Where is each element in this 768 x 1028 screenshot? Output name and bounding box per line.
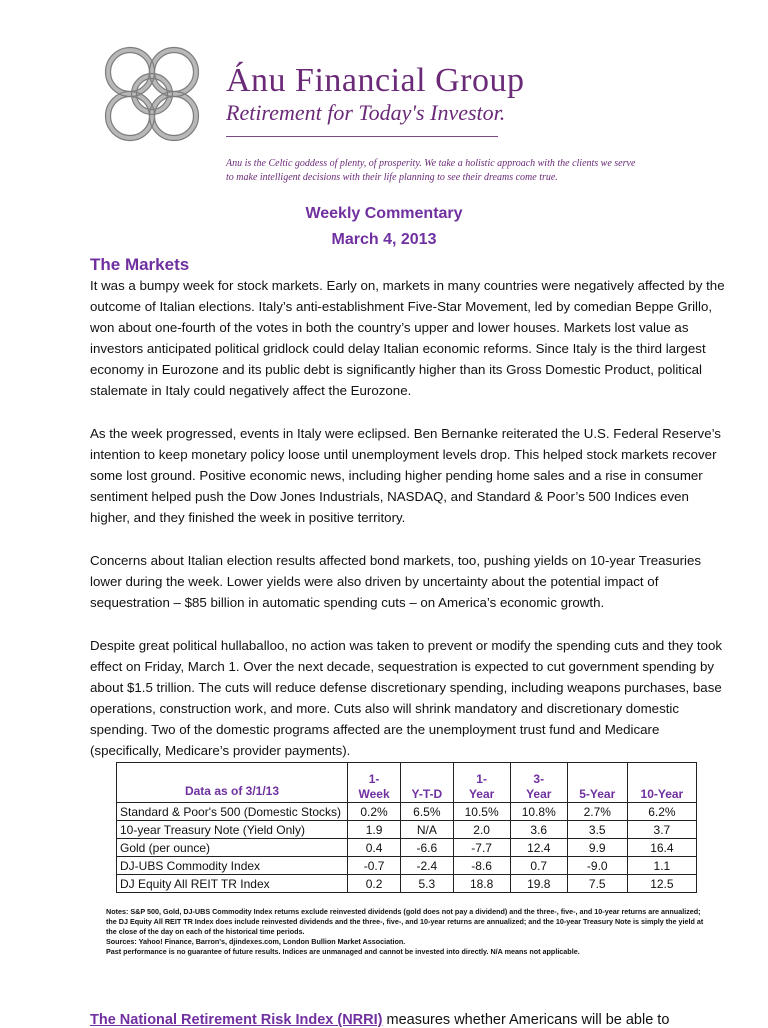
cell-10-year: 16.4 (627, 839, 696, 857)
table-row (117, 803, 697, 821)
notes-disclaimer: Past performance is no guarantee of future results. Indices are unmanaged and cannot be invested into directly. N/A means not applicable. (106, 947, 580, 956)
header-1-year: 1- Year (453, 763, 510, 803)
cell-10-year: 12.5 (627, 875, 696, 893)
cell-ytd: 6.5% (401, 803, 453, 821)
mission-line-2: to make intelligent decisions with their life planning to see their dreams come true. (226, 172, 558, 183)
header-5-year: 5-Year (567, 763, 627, 803)
cell-ytd: -2.4 (401, 857, 453, 875)
cell-ytd: 5.3 (401, 875, 453, 893)
nrri-paragraph-start (90, 1012, 669, 1028)
table-row (117, 875, 697, 893)
cell-ytd: -6.6 (401, 839, 453, 857)
document-title: Weekly Commentary (305, 205, 463, 222)
table-row (117, 821, 697, 839)
cell-10-year: 1.1 (627, 857, 696, 875)
nrri-text: measures whether Americans will be able to (382, 1012, 670, 1028)
cell-3-year: 0.7 (510, 857, 567, 875)
cell-1-week: 0.4 (348, 839, 401, 857)
cell-10-year: 6.2% (627, 803, 696, 821)
header-1-week: 1- Week (348, 763, 401, 803)
notes-text: Notes: S&P 500, Gold, DJ-UBS Commodity Index returns exclude reinvested dividends (gold does not pay a dividend) and the three-, five-, and 10-year returns are annualized; the DJ Equity All REIT TR Index does include reinvested dividends and the three-, five-, and 10-year returns are annualized; and the 10-year Treasury Note is simply the yield at the close of the day on each of the historical time periods. (106, 907, 704, 936)
header-3-year: 3- Year (510, 763, 567, 803)
company-mission (226, 157, 656, 185)
cell-5-year: 7.5 (567, 875, 627, 893)
markets-paragraph-4: Despite great political hullaballoo, no action was taken to prevent or modify the spending cuts and they took effect on Friday, March 1. Over the next decade, sequestration is expected to cut government spending by about $1.5 trillion. The cuts will reduce defense discretionary spending, including weapons purchases, base operations, construction work, and more. Cuts also will shrink mandatory and discretionary domestic spending. Two of the domestic programs affected are the unemployment trust fund and Medicare (specifically, Medicare’s provider payments). (90, 638, 722, 758)
header-divider (226, 136, 498, 137)
cell-1-year: 18.8 (453, 875, 510, 893)
celtic-knot-logo-icon (92, 38, 212, 150)
cell-1-year: -8.6 (453, 857, 510, 875)
market-data-table (116, 762, 697, 893)
row-label: DJ-UBS Commodity Index (117, 857, 348, 875)
cell-1-year: -7.7 (453, 839, 510, 857)
cell-ytd: N/A (401, 821, 453, 839)
header-10-year: 10-Year (627, 763, 696, 803)
cell-1-year: 2.0 (453, 821, 510, 839)
markets-paragraph-1: It was a bumpy week for stock markets. Early on, markets in many countries were negatively affected by the outcome of Italian elections. Italy’s anti-establishment Five-Star Movement, led by comedian Beppe Grillo, won about one-fourth of the votes in both the country’s upper and lower houses. Markets lost value as investors anticipated political gridlock could delay Italian economic reforms. Since Italy is the third largest economy in Eurozone and its public debt is significantly higher than its Gross Domestic Product, political stalemate in Italy could negatively affect the Eurozone. (90, 278, 725, 398)
table-header-label: Data as of 3/1/13 (117, 763, 348, 803)
row-label: 10-year Treasury Note (Yield Only) (117, 821, 348, 839)
cell-1-week: -0.7 (348, 857, 401, 875)
cell-5-year: -9.0 (567, 857, 627, 875)
cell-5-year: 2.7% (567, 803, 627, 821)
markets-paragraph-3: Concerns about Italian election results affected bond markets, too, pushing yields on 10-year Treasuries lower during the week. Lower yields were also driven by uncertainty about the potential impact of sequestration – $85 billion in automatic spending cuts – on America’s economic growth. (90, 553, 702, 610)
cell-1-week: 0.2% (348, 803, 401, 821)
table-row (117, 839, 697, 857)
cell-3-year: 3.6 (510, 821, 567, 839)
nrri-heading: The National Retirement Risk Index (NRRI) (90, 1012, 383, 1028)
cell-10-year: 3.7 (627, 821, 696, 839)
cell-3-year: 10.8% (510, 803, 567, 821)
company-name: Ánu Financial Group (226, 62, 525, 99)
table-header-row (117, 763, 697, 803)
cell-3-year: 12.4 (510, 839, 567, 857)
document-date: March 4, 2013 (331, 231, 437, 248)
notes-sources: Sources: Yahoo! Finance, Barron's, djindexes.com, London Bullion Market Association. (106, 937, 406, 946)
table-row (117, 857, 697, 875)
markets-paragraph-2: As the week progressed, events in Italy were eclipsed. Ben Bernanke reiterated the U.S. Federal Reserve’s intention to keep monetary policy loose until unemployment levels drop. This helped stock markets recover some lost ground. Positive economic news, including higher pending home sales and a rise in consumer sentiment helped push the Dow Jones Industrials, NASDAQ, and Standard & Poor’s 500 Indices even higher, and they finished the week in positive territory. (90, 426, 721, 525)
row-label: Standard & Poor's 500 (Domestic Stocks) (117, 803, 348, 821)
cell-5-year: 9.9 (567, 839, 627, 857)
row-label: DJ Equity All REIT TR Index (117, 875, 348, 893)
mission-line-1: Anu is the Celtic goddess of plenty, of prosperity. We take a holistic approach with the clients we serve (226, 158, 636, 169)
cell-3-year: 19.8 (510, 875, 567, 893)
cell-1-week: 0.2 (348, 875, 401, 893)
header-ytd: Y-T-D (401, 763, 453, 803)
table-notes (106, 907, 706, 957)
cell-5-year: 3.5 (567, 821, 627, 839)
row-label: Gold (per ounce) (117, 839, 348, 857)
company-tagline: Retirement for Today's Investor. (226, 100, 506, 125)
cell-1-year: 10.5% (453, 803, 510, 821)
cell-1-week: 1.9 (348, 821, 401, 839)
markets-heading: The Markets (90, 255, 190, 274)
